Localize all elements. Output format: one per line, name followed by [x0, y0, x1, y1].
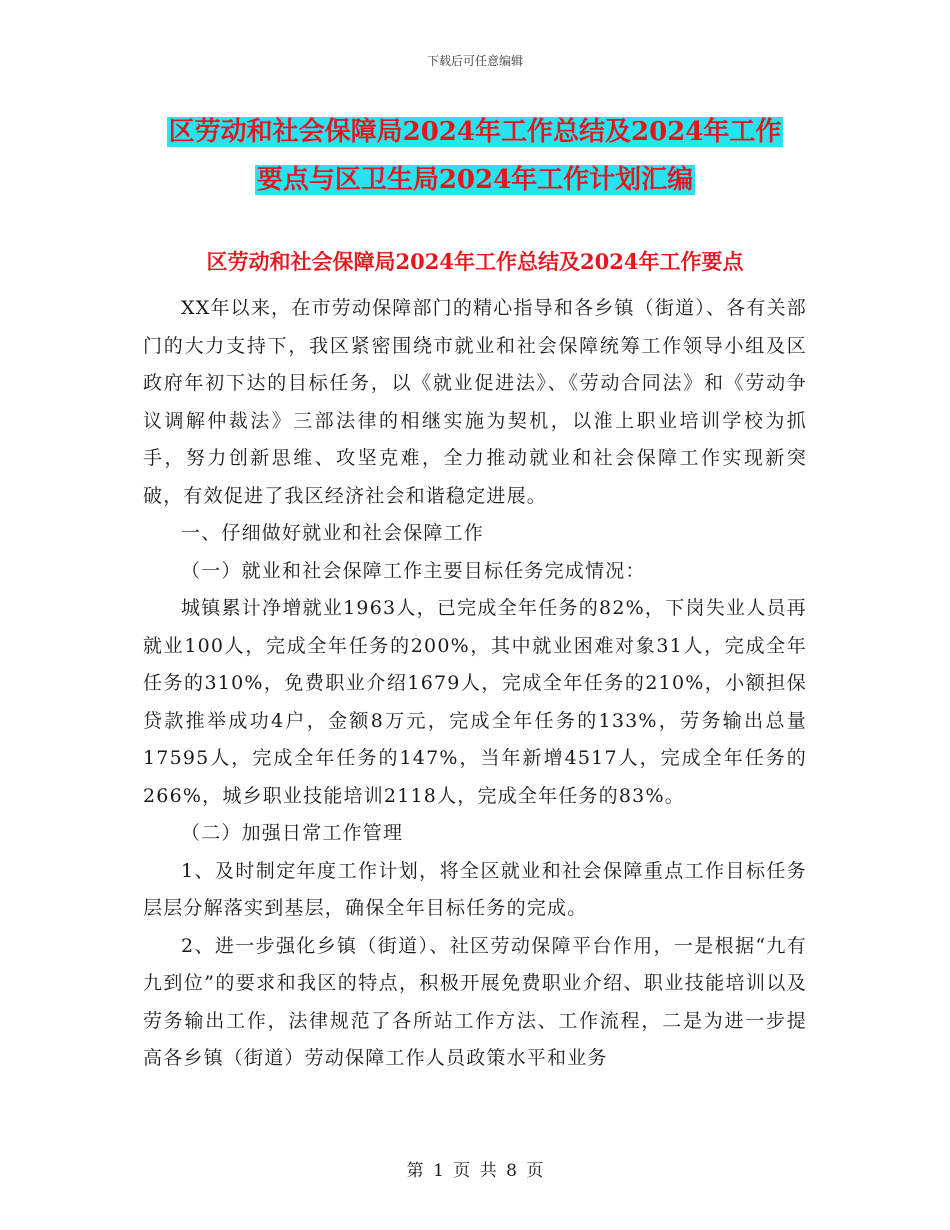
paragraph-item-1: 1、及时制定年度工作计划，将全区就业和社会保障重点工作目标任务层层分解落实到基层，确保全年目标任务的完成。: [143, 859, 807, 919]
heading-level-2: （一）就业和社会保障工作主要目标任务完成情况：: [181, 559, 646, 582]
paragraph-item-2: 2、进一步强化乡镇（街道）、社区劳动保障平台作用，一是根据“九有九到位”的要求和我区的特点，积极开展免费职业介绍、职业技能培训以及劳务输出工作，法律规范了各所站工作方法、工作流程，二是为进一步提高各乡镇（街道）劳动保障工作人员政策水平和业务: [143, 934, 807, 1069]
heading-level-1: 一、仔细做好就业和社会保障工作: [181, 522, 485, 544]
document-title-line-2: [0, 156, 950, 204]
section-title: 区劳动和社会保障局2024年工作总结及2024年工作要点: [206, 249, 744, 274]
header-note: 下载后可任意编辑: [426, 54, 523, 68]
title-highlight-1: 区劳动和社会保障局2024年工作总结及2024年工作: [168, 117, 782, 147]
heading-level-2: （二）加强日常工作管理: [181, 822, 404, 844]
title-highlight-2: 要点与区卫生局2024年工作计划汇编: [256, 165, 694, 195]
document-body: [143, 290, 807, 1078]
paragraph-intro: XX年以来，在市劳动保障部门的精心指导和各乡镇（街道）、各有关部门的大力支持下，我区紧密围绕市就业和社会保障统筹工作领导小组及区政府年初下达的目标任务，以《就业促进法》、《劳动合同法》和《劳动争议调解仲裁法》三部法律的相继实施为契机，以淮上职业培训学校为抓手，努力创新思维、攻坚克难，全力推动就业和社会保障工作实现新突破，有效促进了我区经济社会和谐稳定进展。: [143, 297, 807, 507]
document-title-line-1: [0, 108, 950, 156]
page-footer: 第 1 页 共 8 页: [406, 1161, 544, 1181]
paragraph-stats: 城镇累计净增就业1963人，已完成全年任务的82%，下岗失业人员再就业100人，完成全年任务的200%，其中就业困难对象31人，完成全年任务的310%，免费职业介绍1679人，完成全年任务的210%，小额担保贷款推举成功4户，金额8万元，完成全年任务的133%，劳务输出总量17595人，完成全年任务的147%，当年新增4517人，完成全年任务的266%，城乡职业技能培训2118人，完成全年任务的83%。: [143, 597, 807, 807]
document-title: [0, 108, 950, 204]
